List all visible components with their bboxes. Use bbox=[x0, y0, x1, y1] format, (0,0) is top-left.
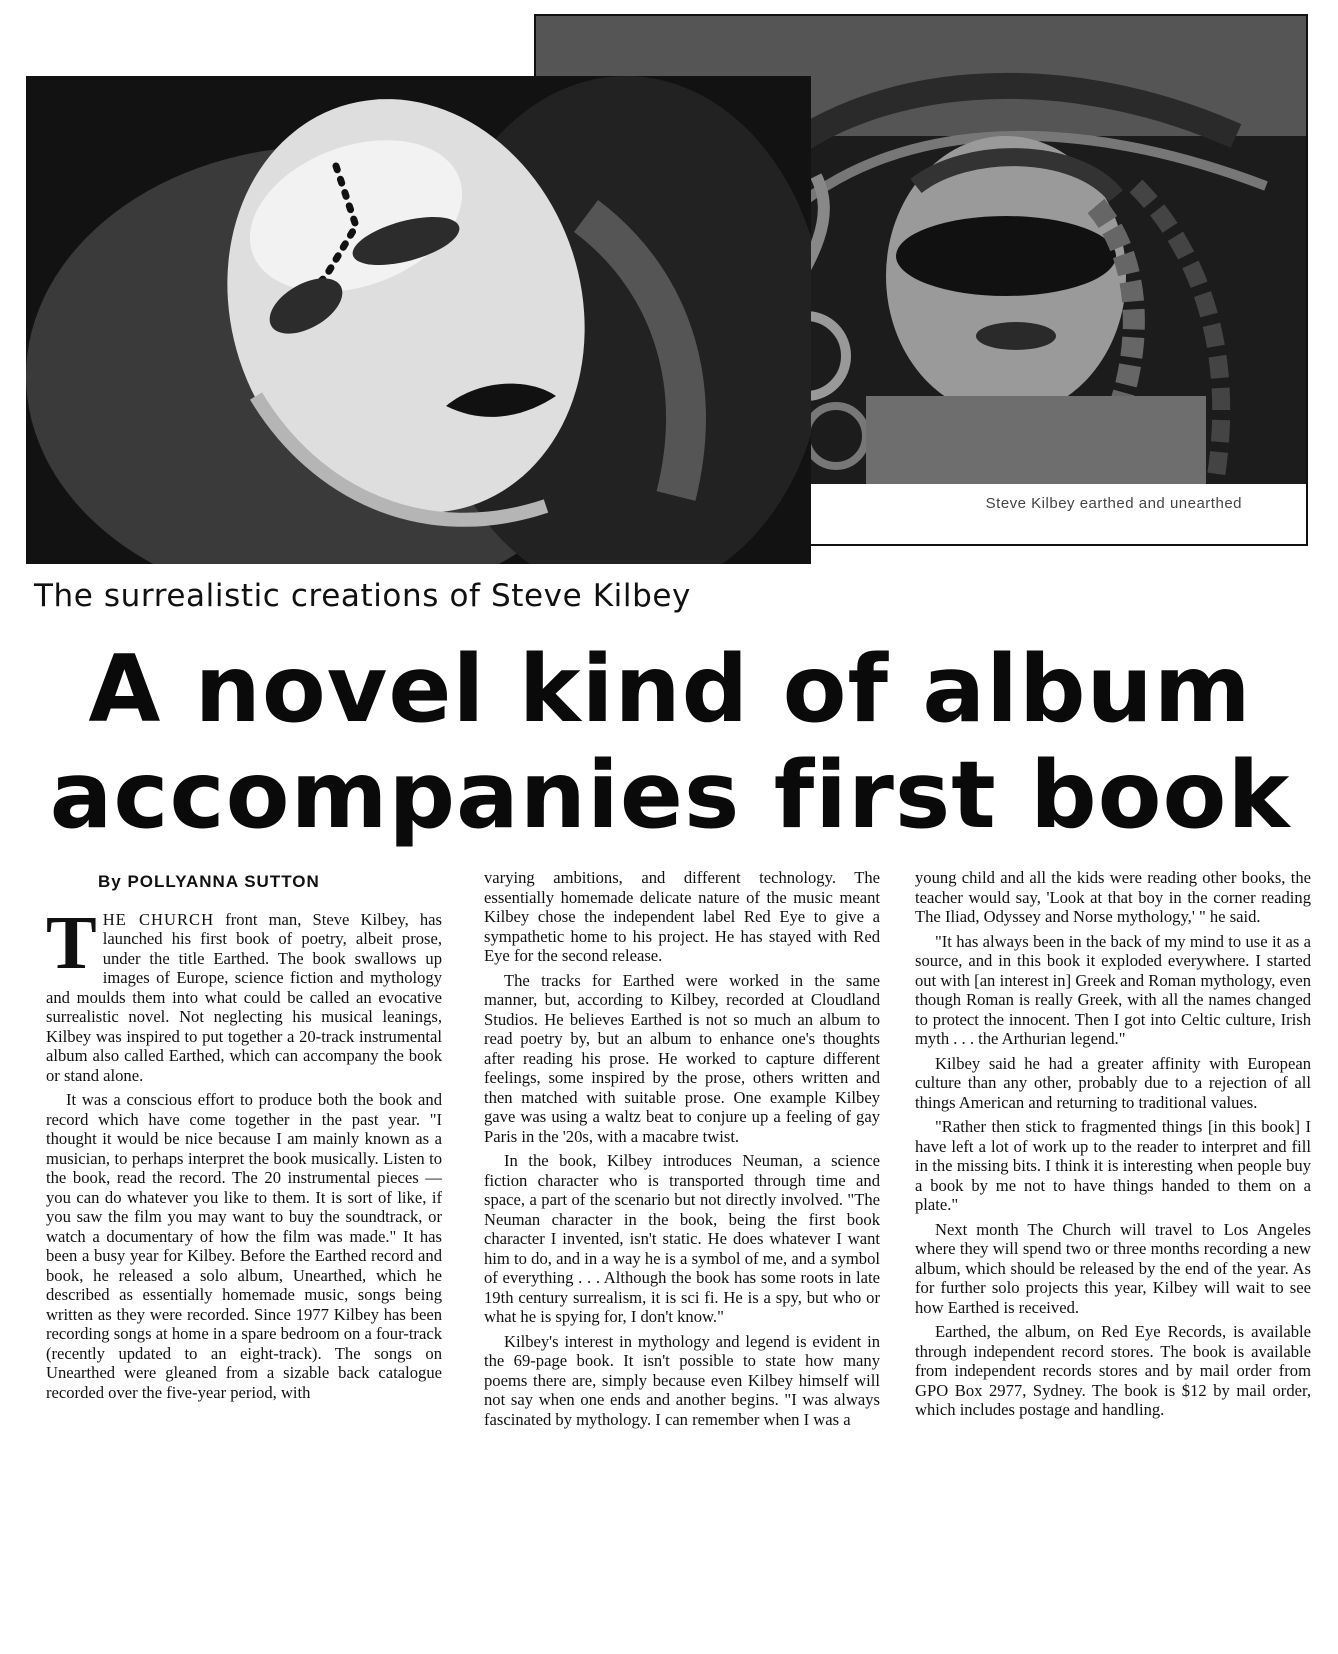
column-2 bbox=[484, 868, 880, 1434]
photo-kilbey-face bbox=[26, 76, 811, 564]
paragraph-1 bbox=[46, 900, 442, 1086]
paragraph-7: young child and all the kids were reading other books, the teacher would say, 'Look at that boy in the corner reading The Iliad, Odyssey and Norse mythology,' " he said. bbox=[915, 868, 1311, 926]
paragraph-1-text: front man, Steve Kilbey, has launched his first book of poetry, albeit prose, under the title Earthed. The book swallows up images of Europe, science fiction and mythology and moulds them into what could be called an evocative surrealistic novel. Not neglecting his musical leanings, Kilbey was inspired to put together a 20-track instrumental album also called Earthed, which can accompany the book or stand alone. bbox=[46, 909, 442, 1085]
paragraph-11: Next month The Church will travel to Los Angeles where they will spend two or three months recording a new album, which should be released by the end of the year. As for further solo projects this year, Kilbey will wait to see how Earthed is received. bbox=[915, 1219, 1311, 1317]
column-1 bbox=[46, 872, 442, 1407]
paragraph-2: It was a conscious effort to produce both the book and record which have come together in the past year. "I thought it would be nice because I am mainly known as a musician, to perhaps interpret the book musically. Listen to the book, read the record. The 20 instrumental pieces — you can do whatever you like to them. It is sort of like, if you saw the film you may want to buy the soundtrack, or watch a documentary of how the film was made." It has been a busy year for Kilbey. Before the Earthed record and book, he released a solo album, Unearthed, which he described as essentially homemade music, songs being written as they were recorded. Since 1977 Kilbey has been recording songs at home in a spare bedroom on a four-track (recently updated to an eight-track). The songs on Unearthed were gleaned from a sizable back catalogue recorded over the five-year period, with bbox=[46, 1090, 442, 1402]
headline-line-2: accompanies first book bbox=[49, 741, 1291, 849]
photo-kilbey-face-art bbox=[26, 76, 811, 564]
drop-cap: T bbox=[46, 900, 97, 985]
photo-caption: Steve Kilbey earthed and unearthed bbox=[985, 495, 1242, 512]
kicker: The surrealistic creations of Steve Kilbey bbox=[34, 578, 692, 614]
paragraph-5: In the book, Kilbey introduces Neuman, a science fiction character who is transported through time and space, a part of the scenario but not directly involved. "The Neuman character in the book, being the first book character I invented, isn't static. He does whatever I want him to do, and in a way he is a symbol of me, and a symbol of everything . . . Although the book has some roots in late 19th century surrealism, it is sci fi. He is a spy, but who or what he is spying for, I don't know." bbox=[484, 1151, 880, 1326]
paragraph-4: The tracks for Earthed were worked in the same manner, but, according to Kilbey, recorded at Cloudland Studios. He believes Earthed is not so much an album to read poetry by, but an album to enhance one's thoughts after reading his prose. He worked to capture different feelings, some inspired by the prose, others written and then matched with suitable prose. One example Kilbey gave was using a waltz beat to conjure up a feeling of gay Paris in the '20s, with a macabre twist. bbox=[484, 970, 880, 1146]
paragraph-3: varying ambitions, and different technology. The essentially homemade delicate nature of the music meant Kilbey chose the independent label Red Eye to give a sympathetic home to his project. He has stayed with Red Eye for the second release. bbox=[484, 868, 880, 965]
headline-line-1: A novel kind of album bbox=[88, 635, 1252, 743]
byline: By POLLYANNA SUTTON bbox=[98, 872, 320, 891]
paragraph-6: Kilbey's interest in mythology and legend is evident in the 69-page book. It isn't possible to state how many poems there are, simply because even Kilbey himself will not say when one ends and another begins. "I was always fascinated by mythology. I can remember when I was a bbox=[484, 1331, 880, 1429]
paragraph-10: "Rather then stick to fragmented things [in this book] I have left a lot of work up to the reader to interpret and fill in the missing bits. I think it is interesting when people buy a book by me not to have things handed to them on a plate." bbox=[915, 1117, 1311, 1214]
paragraph-12: Earthed, the album, on Red Eye Records, is available through independent record stores. The book is available from independent records stores and by mail order from GPO Box 2977, Sydney. The book is $12 by mail order, which includes postage and handling. bbox=[915, 1322, 1311, 1419]
paragraph-9: Kilbey said he had a greater affinity with European culture than any other, probably due to a rejection of all things American and returning to traditional values. bbox=[915, 1053, 1311, 1112]
column-3 bbox=[915, 868, 1311, 1425]
paragraph-8: "It has always been in the back of my mind to use it as a source, and in this book it exploded everywhere. I started out with [an interest in] Greek and Roman mythology, even though Roman is really Greek, with all the names changed to protect the innocent. Then I got into Celtic culture, Irish myth . . . the Arthurian legend." bbox=[915, 931, 1311, 1048]
headline bbox=[30, 636, 1310, 848]
lead-caps: HE CHURCH bbox=[102, 909, 215, 929]
